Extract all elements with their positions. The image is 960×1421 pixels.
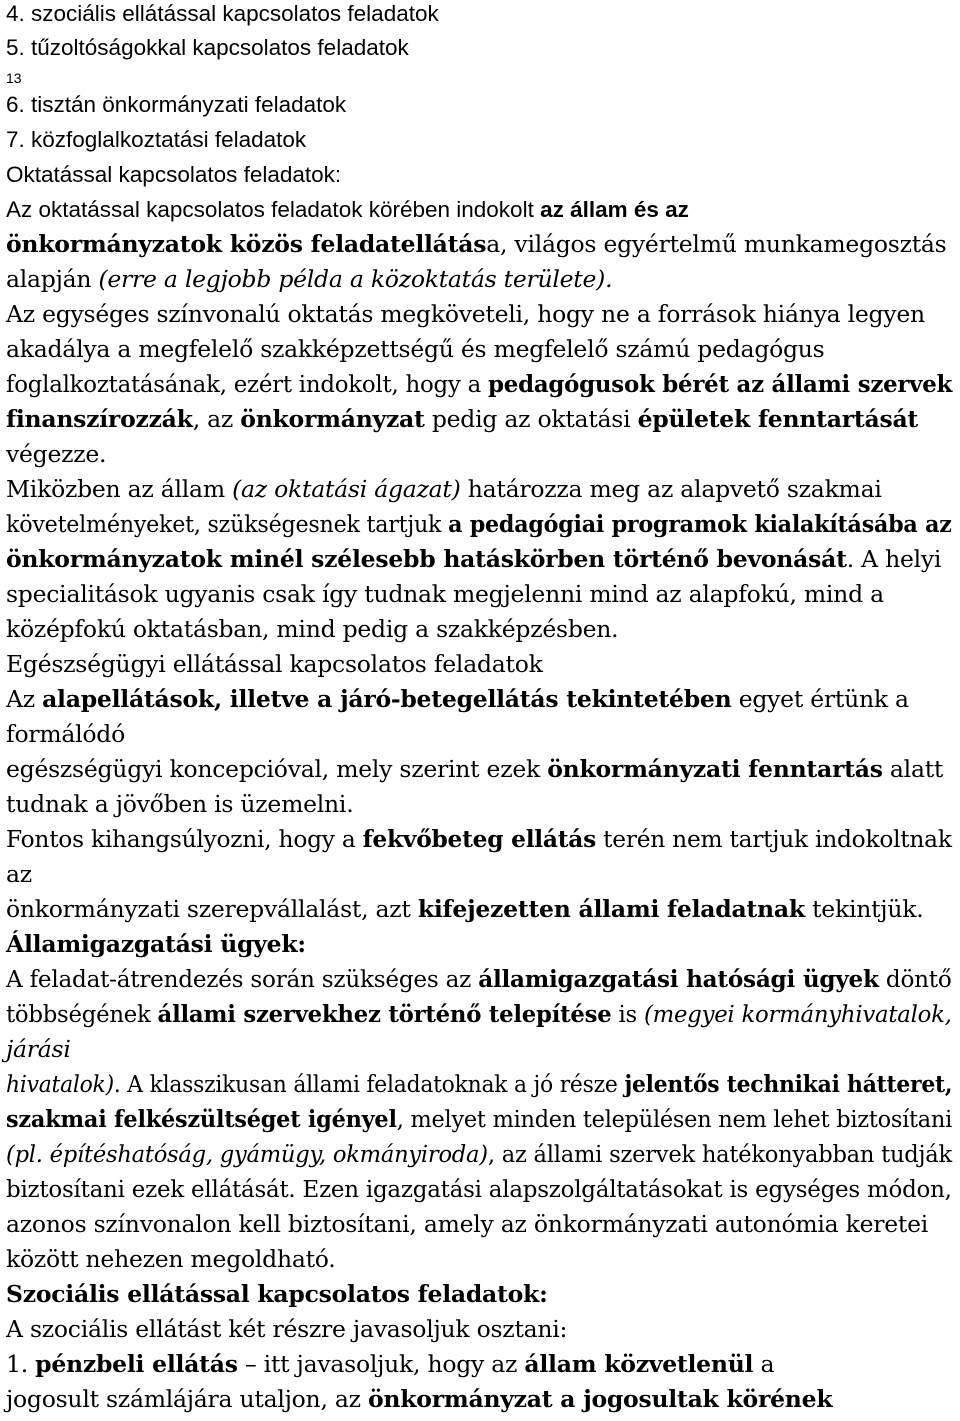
list-item: 4. szociális ellátással kapcsolatos feladatok: [6, 1, 439, 26]
section-heading: Egészségügyi ellátással kapcsolatos feladatok: [6, 650, 543, 678]
paragraph-line: finanszírozzák, az önkormányzat pedig az oktatási épületek fenntartását: [6, 405, 919, 433]
paragraph-line: Az egységes színvonalú oktatás megköveteli, hogy ne a források hiánya legyen: [6, 300, 925, 328]
section-heading: Oktatással kapcsolatos feladatok:: [6, 162, 342, 187]
page-number: 13: [6, 70, 22, 86]
paragraph-line: A feladat-átrendezés során szükséges az államigazgatási hatósági ügyek döntő: [6, 965, 952, 993]
paragraph-line: tudnak a jövőben is üzemelni.: [6, 790, 354, 818]
paragraph-line: akadálya a megfelelő szakképzettségű és megfelelő számú pedagógus: [6, 335, 825, 363]
paragraph-line: végezze.: [6, 440, 107, 468]
paragraph-line: A szociális ellátást két részre javasoljuk osztani:: [6, 1315, 568, 1343]
paragraph-line: 1. pénzbeli ellátás – itt javasoljuk, hogy az állam közvetlenül a: [6, 1350, 775, 1378]
paragraph-line: hivatalok). A klasszikusan állami feladatoknak a jó része jelentős technikai hátteret,: [6, 1070, 953, 1098]
paragraph-line: Miközben az állam (az oktatási ágazat) határozza meg az alapvető szakmai: [6, 475, 882, 503]
paragraph-line: biztosítani ezek ellátását. Ezen igazgatási alapszolgáltatásokat is egységes módon,: [6, 1175, 952, 1203]
paragraph-line: alapján (erre a legjobb példa a közoktatás területe).: [6, 265, 613, 293]
paragraph-line: önkormányzati szerepvállalást, azt kifejezetten állami feladatnak tekintjük.: [6, 895, 924, 923]
paragraph-line: azonos színvonalon kell biztosítani, amely az önkormányzati autonómia keretei: [6, 1210, 929, 1238]
paragraph-line: jogosult számlájára utaljon, az önkormányzat a jogosultak körének: [6, 1385, 833, 1413]
paragraph-line: önkormányzatok minél szélesebb hatáskörben történő bevonását. A helyi: [6, 545, 942, 573]
paragraph-line: középfokú oktatásban, mind pedig a szakképzésben.: [6, 615, 619, 643]
paragraph-line: foglalkoztatásának, ezért indokolt, hogy a pedagógusok bérét az állami szervek: [6, 370, 953, 398]
list-item: 7. közfoglalkoztatási feladatok: [6, 127, 307, 152]
paragraph-line: járási: [6, 1035, 71, 1063]
paragraph-line: Az alapellátások, illetve a járó-betegellátás tekintetében egyet értünk a: [6, 685, 909, 713]
section-heading: Szociális ellátással kapcsolatos feladatok:: [6, 1280, 548, 1308]
paragraph-line: Az oktatással kapcsolatos feladatok körében indokolt az állam és az: [6, 197, 689, 222]
paragraph-line: között nehezen megoldható.: [6, 1245, 336, 1273]
paragraph-line: (pl. építéshatóság, gyámügy, okmányiroda), az állami szervek hatékonyabban tudják: [6, 1140, 952, 1168]
section-heading: Államigazgatási ügyek:: [6, 930, 306, 958]
list-item: 5. tűzoltóságokkal kapcsolatos feladatok: [6, 35, 409, 60]
paragraph-line: többségének állami szervekhez történő telepítése is (megyei kormányhivatalok,: [6, 1000, 952, 1028]
paragraph-line: követelményeket, szükségesnek tartjuk a pedagógiai programok kialakításába az: [6, 510, 952, 538]
paragraph-line: Fontos kihangsúlyozni, hogy a fekvőbeteg ellátás terén nem tartjuk indokoltnak: [6, 825, 952, 853]
paragraph-line: egészségügyi koncepcióval, mely szerint ezek önkormányzati fenntartás alatt: [6, 755, 944, 783]
paragraph-line: az: [6, 860, 32, 888]
paragraph-line: önkormányzatok közös feladatellátása, világos egyértelmű munkamegosztás: [6, 230, 947, 258]
paragraph-line: formálódó: [6, 720, 125, 748]
list-item: 6. tisztán önkormányzati feladatok: [6, 92, 347, 117]
paragraph-line: szakmai felkészültséget igényel, melyet minden településen nem lehet biztosítani: [6, 1105, 953, 1133]
paragraph-line: specialitások ugyanis csak így tudnak megjelenni mind az alapfokú, mind a: [6, 580, 884, 608]
